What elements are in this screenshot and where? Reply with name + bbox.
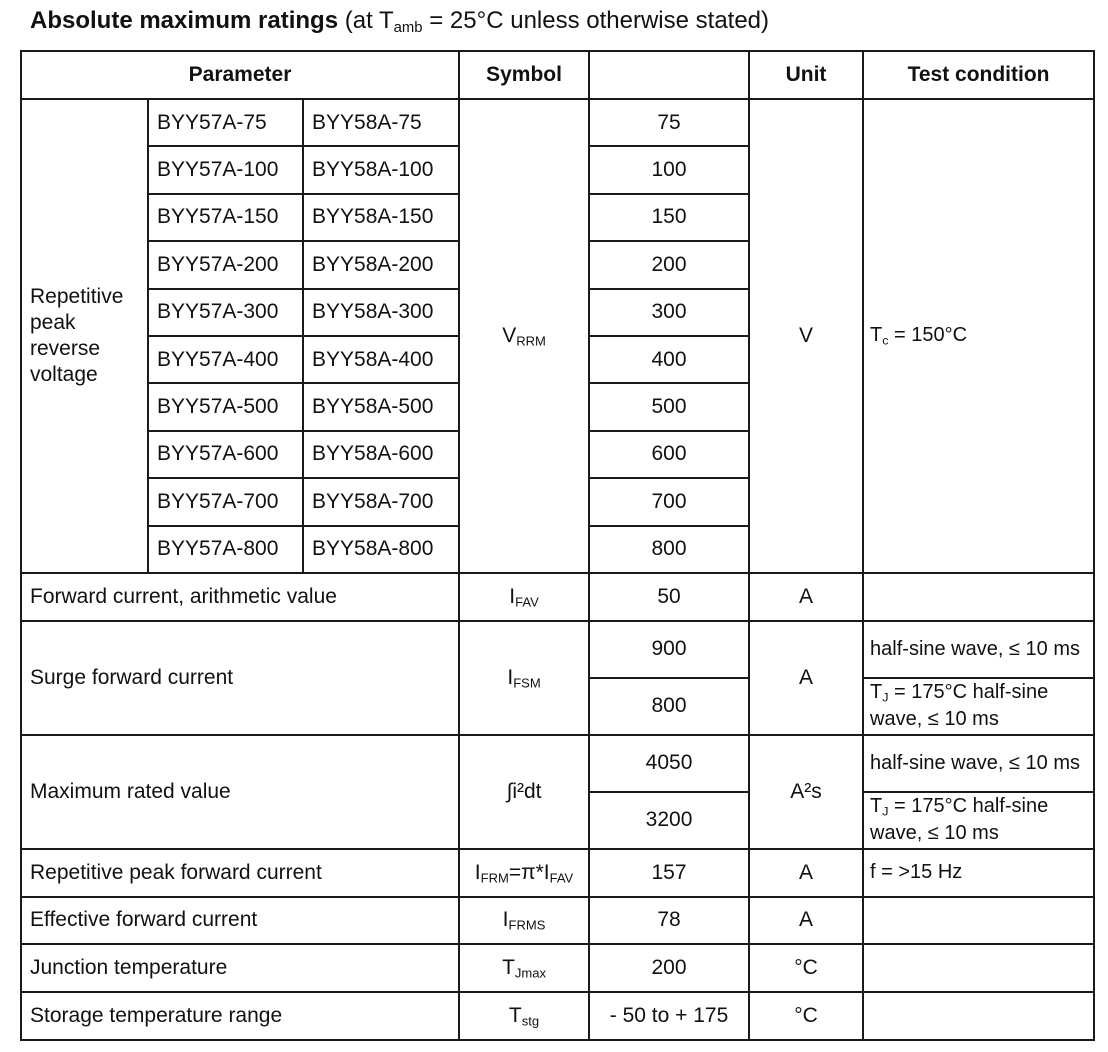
- condition-cell: f = >15 Hz: [863, 849, 1094, 897]
- symbol-cell: $I_{FAV}$: [459, 573, 589, 621]
- row-ifav: [21, 573, 1094, 621]
- value-cell: 50: [589, 573, 749, 621]
- part-number-byy58a: BYY58A-75: [303, 99, 459, 146]
- part-number-byy57a: BYY57A-500: [148, 383, 303, 430]
- condition-cell: half-sine wave, ≤ 10 ms: [863, 621, 1094, 678]
- value-cell: 157: [589, 849, 749, 897]
- row-ifrm: [21, 849, 1094, 897]
- header-test-condition: Test condition: [863, 51, 1094, 99]
- condition-cell: [863, 944, 1094, 992]
- vrrm-group: [21, 99, 1094, 573]
- unit-cell: V: [749, 99, 863, 573]
- row-ifrms: [21, 897, 1094, 944]
- header-row: [21, 51, 1094, 99]
- symbol-cell: $T_{stg}$: [459, 992, 589, 1040]
- value-cell: 150: [589, 194, 749, 241]
- symbol-cell: ∫i²dt: [459, 735, 589, 849]
- value-cell: 800: [589, 526, 749, 573]
- value-cell: 78: [589, 897, 749, 944]
- part-number-byy57a: BYY57A-400: [148, 336, 303, 383]
- condition-cell: $T_J = 175^\circ C$ half-sine wave, ≤ 10 ms: [863, 792, 1094, 849]
- value-cell: - 50 to + 175: [589, 992, 749, 1040]
- unit-cell: °C: [749, 992, 863, 1040]
- header-unit: Unit: [749, 51, 863, 99]
- symbol-cell: $T_{Jmax}$: [459, 944, 589, 992]
- unit-cell: A: [749, 897, 863, 944]
- value-cell: 200: [589, 241, 749, 288]
- condition-cell: [863, 992, 1094, 1040]
- value-cell: 100: [589, 146, 749, 193]
- row-ifsm-1: [21, 621, 1094, 678]
- part-number-byy57a: BYY57A-200: [148, 241, 303, 288]
- value-cell: 200: [589, 944, 749, 992]
- header-symbol: Symbol: [459, 51, 589, 99]
- part-number-byy57a: BYY57A-150: [148, 194, 303, 241]
- part-number-byy58a: BYY58A-150: [303, 194, 459, 241]
- param-cell: Maximum rated value: [21, 735, 459, 849]
- unit-cell: A: [749, 573, 863, 621]
- value-cell: 800: [589, 678, 749, 735]
- part-number-byy58a: BYY58A-800: [303, 526, 459, 573]
- symbol-cell: $I_{FRMS}$: [459, 897, 589, 944]
- value-cell: 900: [589, 621, 749, 678]
- header-value: [589, 51, 749, 99]
- part-number-byy57a: BYY57A-600: [148, 431, 303, 478]
- value-cell: 4050: [589, 735, 749, 792]
- param-cell: Junction temperature: [21, 944, 459, 992]
- part-number-byy57a: BYY57A-100: [148, 146, 303, 193]
- header-parameter: Parameter: [21, 51, 459, 99]
- condition-cell: half-sine wave, ≤ 10 ms: [863, 735, 1094, 792]
- condition-cell: $T_c = 150^\circ C$: [863, 99, 1094, 573]
- ratings-table: [20, 50, 1095, 1041]
- condition-cell: $T_J = 175^\circ C$ half-sine wave, ≤ 10 ms: [863, 678, 1094, 735]
- unit-cell: A: [749, 849, 863, 897]
- unit-cell: °C: [749, 944, 863, 992]
- symbol-cell: $V_{RRM}$: [459, 99, 589, 573]
- title-bold: Absolute maximum ratings: [30, 7, 339, 34]
- page-title: [30, 6, 769, 36]
- param-cell: Effective forward current: [21, 897, 459, 944]
- part-number-byy58a: BYY58A-100: [303, 146, 459, 193]
- value-cell: 75: [589, 99, 749, 146]
- condition-cell: [863, 573, 1094, 621]
- row-i2t-1: [21, 735, 1094, 792]
- value-cell: 400: [589, 336, 749, 383]
- row-tstg: [21, 992, 1094, 1040]
- part-number-byy58a: BYY58A-700: [303, 478, 459, 525]
- part-number-byy57a: BYY57A-300: [148, 289, 303, 336]
- part-number-byy58a: BYY58A-400: [303, 336, 459, 383]
- part-number-byy57a: BYY57A-700: [148, 478, 303, 525]
- param-cell: Storage temperature range: [21, 992, 459, 1040]
- value-cell: 700: [589, 478, 749, 525]
- symbol-cell: $I_{FSM}$: [459, 621, 589, 735]
- vrrm-row: [21, 99, 1094, 146]
- param-cell: Repetitive peak reverse voltage: [21, 99, 148, 573]
- symbol-cell: $I_{FRM}=\pi*I_{FAV}$: [459, 849, 589, 897]
- title-note: (at $T_{amb} = 25^\circ C$ unless otherwise stated): [344, 7, 770, 37]
- row-tjmax: [21, 944, 1094, 992]
- part-number-byy58a: BYY58A-300: [303, 289, 459, 336]
- unit-cell: A²s: [749, 735, 863, 849]
- part-number-byy58a: BYY58A-200: [303, 241, 459, 288]
- part-number-byy57a: BYY57A-75: [148, 99, 303, 146]
- unit-cell: A: [749, 621, 863, 735]
- param-cell: Repetitive peak forward current: [21, 849, 459, 897]
- param-cell: Forward current, arithmetic value: [21, 573, 459, 621]
- value-cell: 300: [589, 289, 749, 336]
- part-number-byy58a: BYY58A-600: [303, 431, 459, 478]
- value-cell: 600: [589, 431, 749, 478]
- value-cell: 3200: [589, 792, 749, 849]
- param-cell: Surge forward current: [21, 621, 459, 735]
- part-number-byy57a: BYY57A-800: [148, 526, 303, 573]
- value-cell: 500: [589, 383, 749, 430]
- part-number-byy58a: BYY58A-500: [303, 383, 459, 430]
- condition-cell: [863, 897, 1094, 944]
